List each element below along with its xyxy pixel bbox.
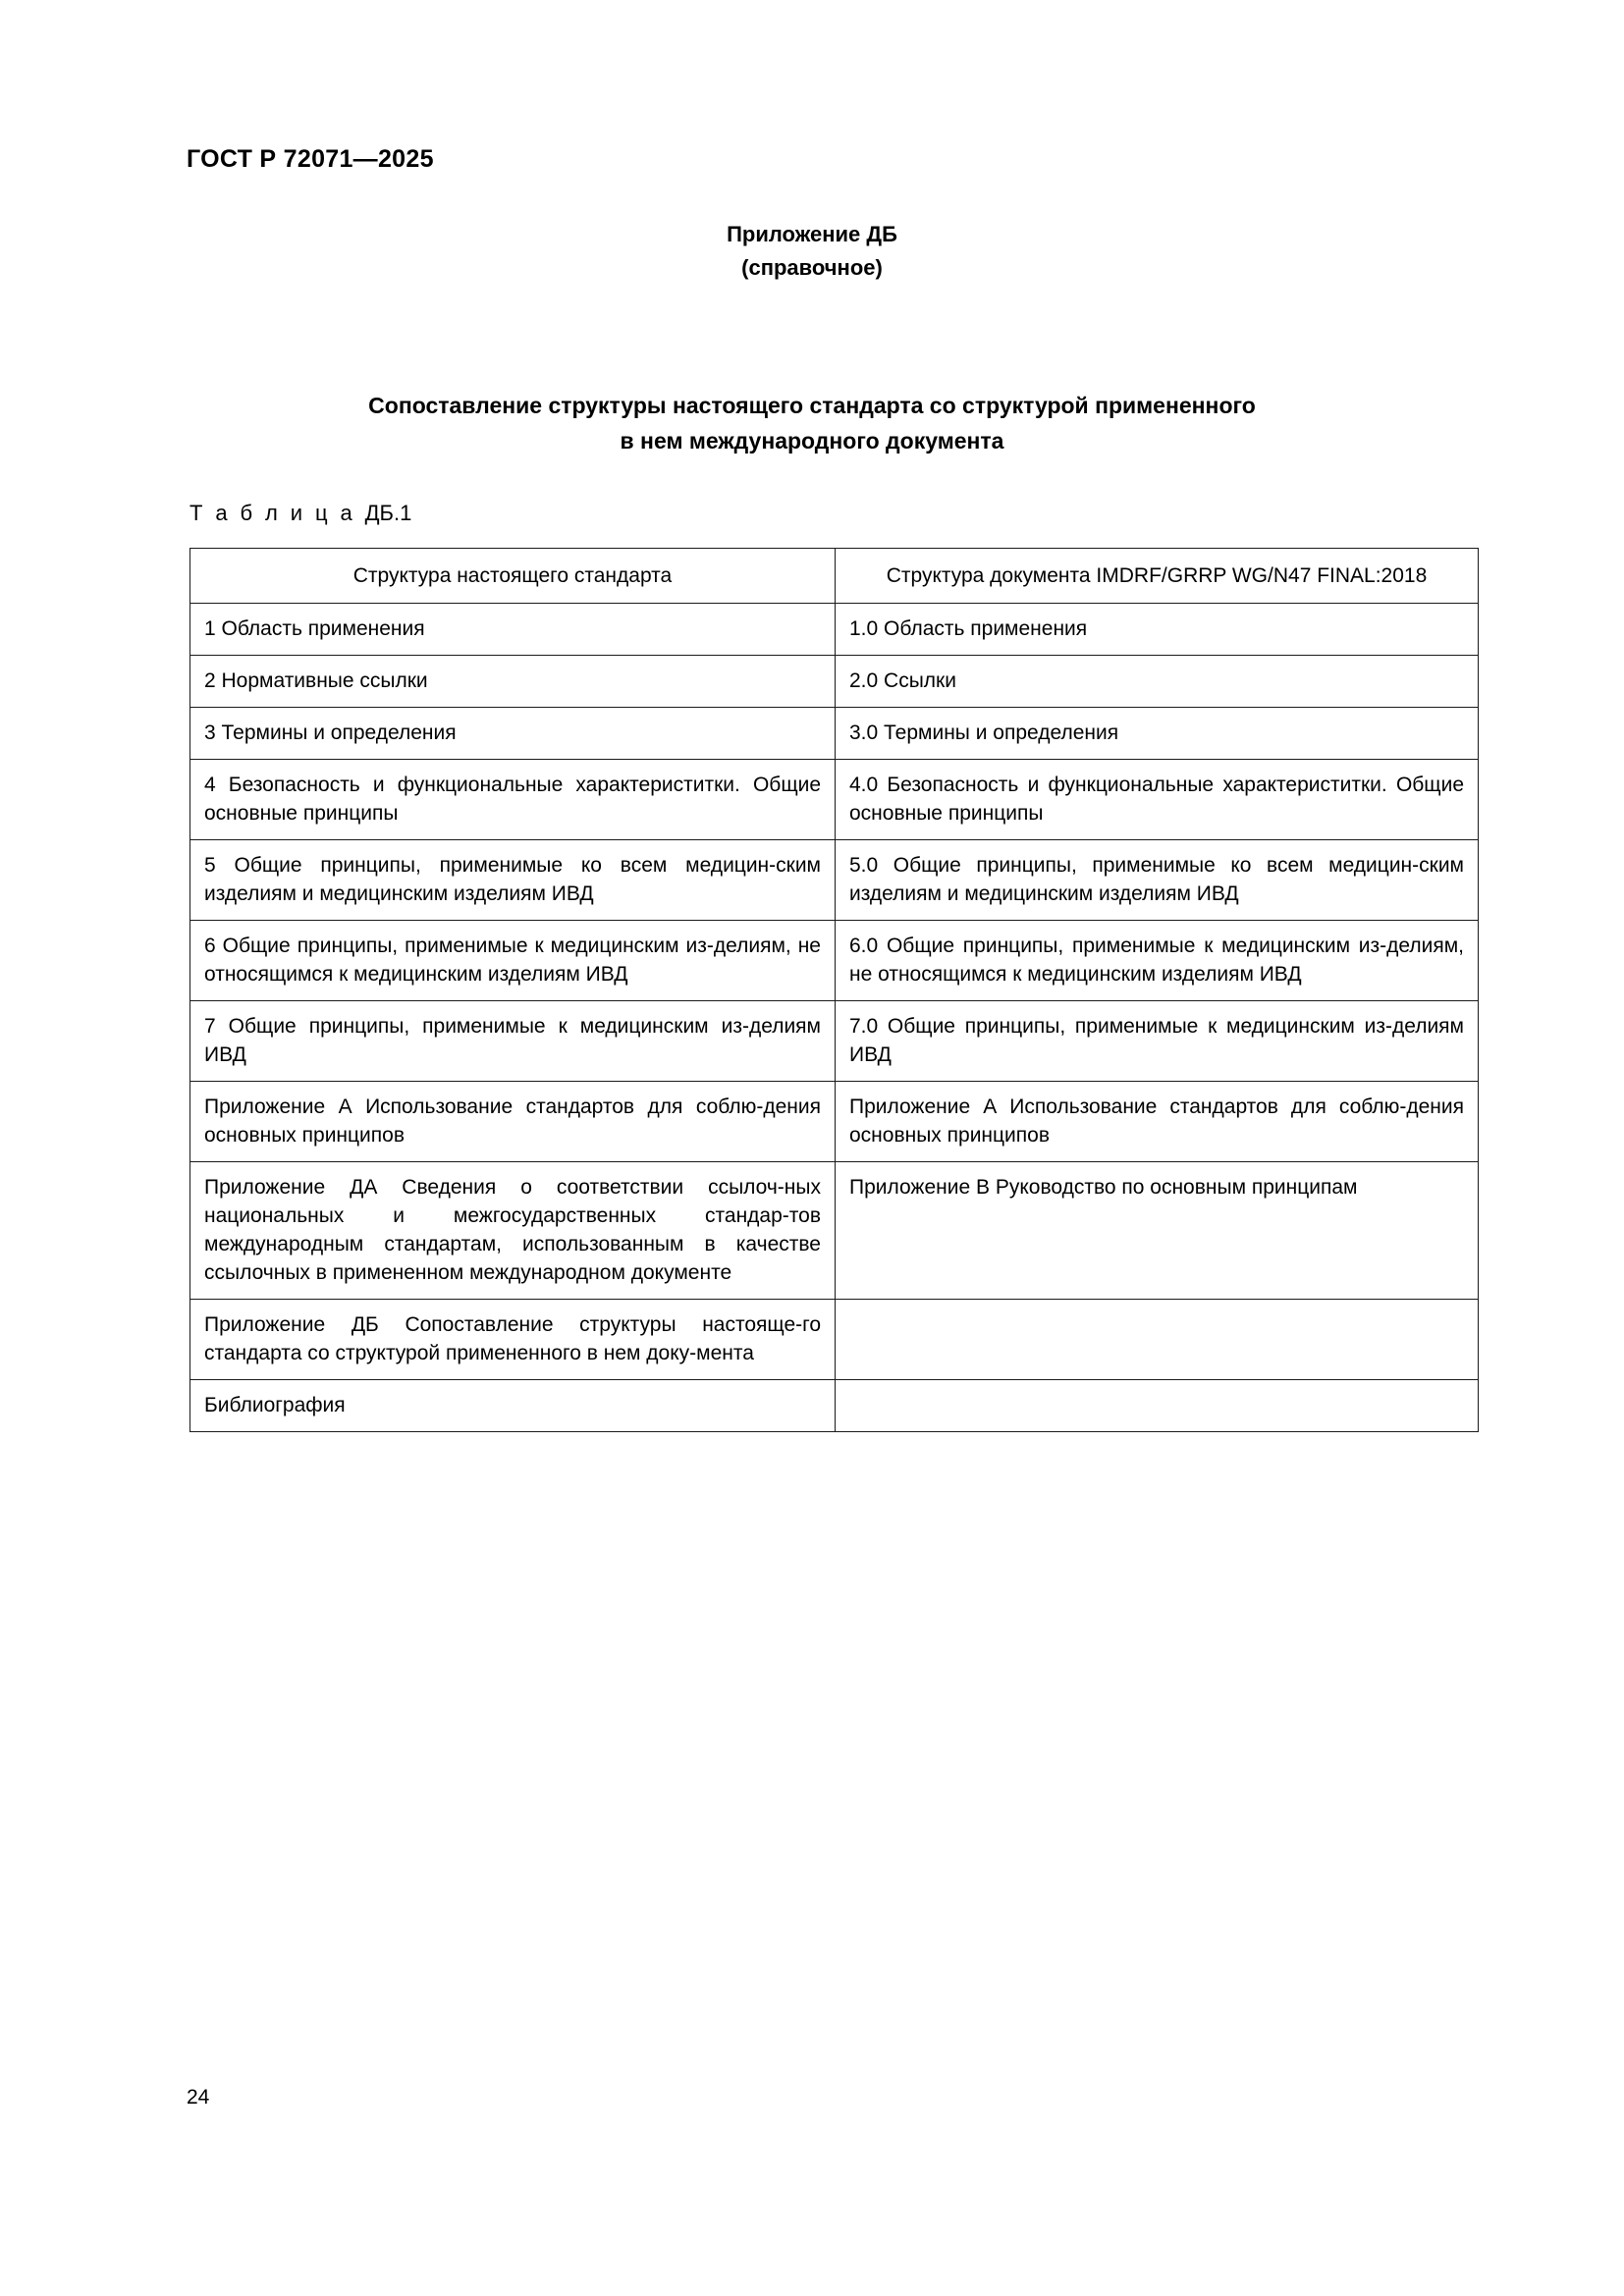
table-cell-right: 4.0 Безопасность и функциональные характериститки. Общие основные принципы xyxy=(836,760,1479,840)
table-row xyxy=(190,1001,1479,1082)
table-row xyxy=(190,656,1479,708)
table-cell-left: 4 Безопасность и функциональные характериститки. Общие основные принципы xyxy=(190,760,836,840)
table-body xyxy=(190,549,1479,1432)
table-cell-right: 1.0 Область применения xyxy=(836,604,1479,656)
annex-heading-block xyxy=(0,218,1624,285)
table-cell-left: Приложение А Использование стандартов для соблю-дения основных принципов xyxy=(190,1082,836,1162)
page-number: 24 xyxy=(187,2086,210,2109)
table-cell-right xyxy=(836,1380,1479,1432)
table-cell-right: 6.0 Общие принципы, применимые к медицинским из-делиям, не относящимся к медицинским изделиям ИВД xyxy=(836,921,1479,1001)
comparison-table xyxy=(189,548,1479,1432)
table-cell-left: 6 Общие принципы, применимые к медицинским из-делиям, не относящимся к медицинским изделиям ИВД xyxy=(190,921,836,1001)
table-caption-label: Т а б л и ц а xyxy=(189,501,356,525)
annex-subtitle: (справочное) xyxy=(741,255,883,280)
table-cell-left: 1 Область применения xyxy=(190,604,836,656)
table-header-cell-left: Структура настоящего стандарта xyxy=(190,549,836,604)
table-header-row xyxy=(190,549,1479,604)
table-row xyxy=(190,760,1479,840)
page-title xyxy=(196,388,1428,458)
table-row xyxy=(190,604,1479,656)
table-cell-right: Приложение В Руководство по основным принципам xyxy=(836,1162,1479,1300)
table-cell-left: 2 Нормативные ссылки xyxy=(190,656,836,708)
table-row xyxy=(190,840,1479,921)
table-cell-right: 7.0 Общие принципы, применимые к медицинским из-делиям ИВД xyxy=(836,1001,1479,1082)
table-cell-left: Приложение ДА Сведения о соответствии ссылоч-ных национальных и межгосударственных стандар-тов международным стандартам, использованным в качестве ссылочных в примененном международном документе xyxy=(190,1162,836,1300)
table-cell-right: 5.0 Общие принципы, применимые ко всем медицин-ским изделиям и медицинским изделиям ИВД xyxy=(836,840,1479,921)
table-row xyxy=(190,1300,1479,1380)
table-cell-left: Библиография xyxy=(190,1380,836,1432)
table-caption xyxy=(189,501,411,526)
table-row xyxy=(190,1162,1479,1300)
table-cell-left: 7 Общие принципы, применимые к медицинским из-делиям ИВД xyxy=(190,1001,836,1082)
table-row xyxy=(190,1380,1479,1432)
table-row xyxy=(190,708,1479,760)
table-cell-right: Приложение А Использование стандартов для соблю-дения основных принципов xyxy=(836,1082,1479,1162)
table-cell-right xyxy=(836,1300,1479,1380)
table-cell-left: 3 Термины и определения xyxy=(190,708,836,760)
table-cell-right: 2.0 Ссылки xyxy=(836,656,1479,708)
table-row xyxy=(190,1082,1479,1162)
page-title-line-1: Сопоставление структуры настоящего стандарта со структурой примененного xyxy=(368,393,1256,418)
table-cell-left: 5 Общие принципы, применимые ко всем медицин-ским изделиям и медицинским изделиям ИВД xyxy=(190,840,836,921)
table-cell-left: Приложение ДБ Сопоставление структуры настояще-го стандарта со структурой примененного в нем доку-мента xyxy=(190,1300,836,1380)
table-caption-number: ДБ.1 xyxy=(364,501,412,525)
table-cell-right: 3.0 Термины и определения xyxy=(836,708,1479,760)
table-row xyxy=(190,921,1479,1001)
standard-header: ГОСТ Р 72071—2025 xyxy=(187,145,434,173)
annex-title: Приложение ДБ xyxy=(727,222,897,246)
page-title-line-2: в нем международного документа xyxy=(620,428,1004,454)
table-header-cell-right: Структура документа IMDRF/GRRP WG/N47 FINAL:2018 xyxy=(836,549,1479,604)
